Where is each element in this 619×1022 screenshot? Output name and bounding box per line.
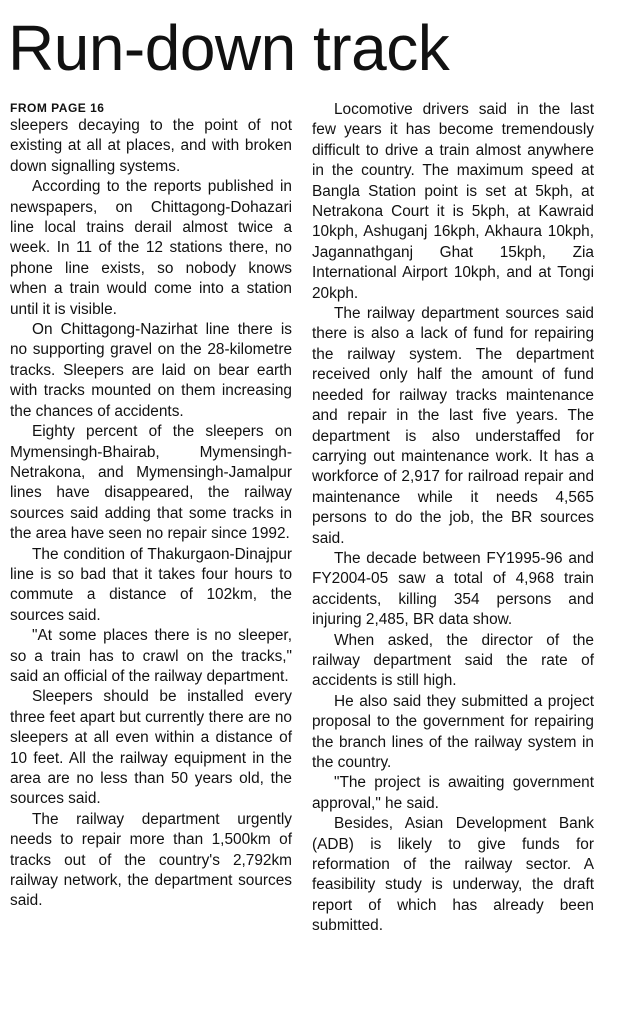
article-paragraph: Besides, Asian Development Bank (ADB) is likely to give funds for reformation of the railway sector. A feasibility study is underway, the draft report of which has already been submitted. bbox=[312, 815, 594, 935]
article-column-right bbox=[312, 100, 594, 937]
article-paragraph: Sleepers should be installed every three feet apart but currently there are no sleepers at all even within a distance of 10 feet. All the railway equipment in the area are no less than 50 years old, the sources said. bbox=[10, 688, 292, 808]
article-paragraph: According to the reports published in newspapers, on Chittagong-Dohazari line local trains derail almost twice a week. In 11 of the 12 stations there, no phone line exists, so nobody knows when a train would come into a station until it is visible. bbox=[10, 178, 292, 318]
article-paragraph: "At some places there is no sleeper, so a train has to crawl on the tracks," said an official of the railway department. bbox=[10, 627, 292, 685]
article-paragraph: Locomotive drivers said in the last few years it has become tremendously difficult to drive a train almost anywhere in the country. The maximum speed at Bangla Station point is set at 5kph, at Netrakona Court it is 5kph, at Kawraid 10kph, Ashuganj 16kph, Akhaura 10kph, Jagannathganj Ghat 15kph, Zia International Airport 10kph, and at Tongi 20kph. bbox=[312, 101, 594, 302]
article-paragraph: On Chittagong-Nazirhat line there is no supporting gravel on the 28-kilometre tracks. Sleepers are laid on bear earth with tracks mounted on them increasing the chances of accidents. bbox=[10, 321, 292, 420]
headline: Run-down track bbox=[8, 12, 450, 84]
article-column-left bbox=[10, 100, 292, 912]
article-paragraph: The railway department urgently needs to repair more than 1,500km of tracks out of the country's 2,792km railway network, the department sources said. bbox=[10, 810, 292, 910]
article-paragraph: The decade between FY1995-96 and FY2004-05 saw a total of 4,968 train accidents, killing 354 persons and injuring 2,485, BR data show. bbox=[312, 549, 594, 629]
article-paragraph: The condition of Thakurgaon-Dinajpur line is so bad that it takes four hours to commute a distance of 102km, the sources said. bbox=[10, 545, 292, 624]
continuation-kicker: FROM PAGE 16 bbox=[10, 101, 105, 115]
article-paragraph: When asked, the director of the railway department said the rate of accidents is still high. bbox=[312, 631, 594, 690]
article-paragraph: Eighty percent of the sleepers on Mymensingh-Bhairab, Mymensingh-Netrakona, and Mymensingh-Jamalpur lines have disappeared, the railway sources said adding that some tracks in the area have seen no repair since 1992. bbox=[10, 423, 292, 543]
article-paragraph: He also said they submitted a project proposal to the government for repairing the branch lines of the railway system in the country. bbox=[312, 692, 594, 771]
article-paragraph: sleepers decaying to the point of not existing at all at places, and with broken down signalling systems. bbox=[10, 117, 292, 175]
article-paragraph: The railway department sources said there is also a lack of fund for repairing the railway system. The department received only half the amount of fund needed for railway tracks maintenance and repair in the last five years. The department is also understaffed for carrying out maintenance work. It has a workforce of 2,917 for railroad repair and maintenance while it needs 4,565 persons to do the job, the BR sources said. bbox=[312, 305, 594, 547]
article-paragraph: "The project is awaiting government approval," he said. bbox=[312, 774, 594, 812]
